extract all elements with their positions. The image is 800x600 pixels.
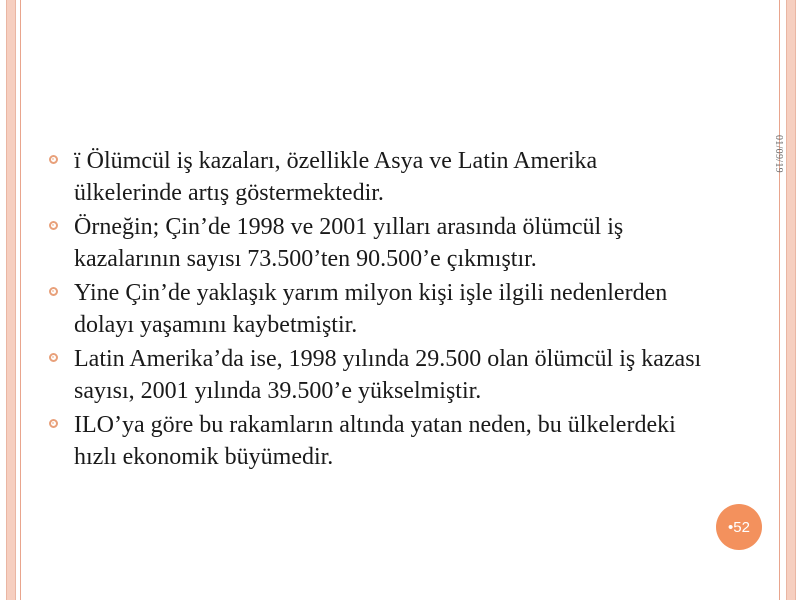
bullet-item xyxy=(46,409,706,473)
left-border-stripe xyxy=(6,0,16,600)
bullet-icon xyxy=(49,353,58,362)
slide-date: 01/09/19 xyxy=(773,135,784,173)
bullet-item xyxy=(46,211,706,275)
bullet-icon xyxy=(49,419,58,428)
page-number-badge: •52 xyxy=(716,504,762,550)
bullet-text: ï Ölümcül iş kazaları, özellikle Asya ve Latin Amerika ülkelerinde artış göstermektedir. xyxy=(74,148,598,206)
bullet-icon xyxy=(49,155,58,164)
right-border-line xyxy=(779,0,780,600)
bullet-text: Örneğin; Çin’de 1998 ve 2001 yılları arasında ölümcül iş kazalarının sayısı 73.500’ten 90.500’e çıkmıştır. xyxy=(74,214,624,272)
left-border-line xyxy=(20,0,21,600)
bullet-text: Yine Çin’de yaklaşık yarım milyon kişi işle ilgili nedenlerden dolayı yaşamını kaybetmiştir. xyxy=(74,280,668,338)
bullet-text: ILO’ya göre bu rakamların altında yatan neden, bu ülkelerdeki hızlı ekonomik büyümedir. xyxy=(74,412,676,470)
bullet-text: Latin Amerika’da ise, 1998 yılında 29.500 olan ölümcül iş kazası sayısı, 2001 yılında 39.500’e yükselmiştir. xyxy=(74,346,702,404)
right-border-stripe xyxy=(786,0,796,600)
bullet-icon xyxy=(49,287,58,296)
slide-content xyxy=(46,145,706,475)
bullet-item xyxy=(46,343,706,407)
bullet-item xyxy=(46,145,706,209)
bullet-item xyxy=(46,277,706,341)
bullet-icon xyxy=(49,221,58,230)
